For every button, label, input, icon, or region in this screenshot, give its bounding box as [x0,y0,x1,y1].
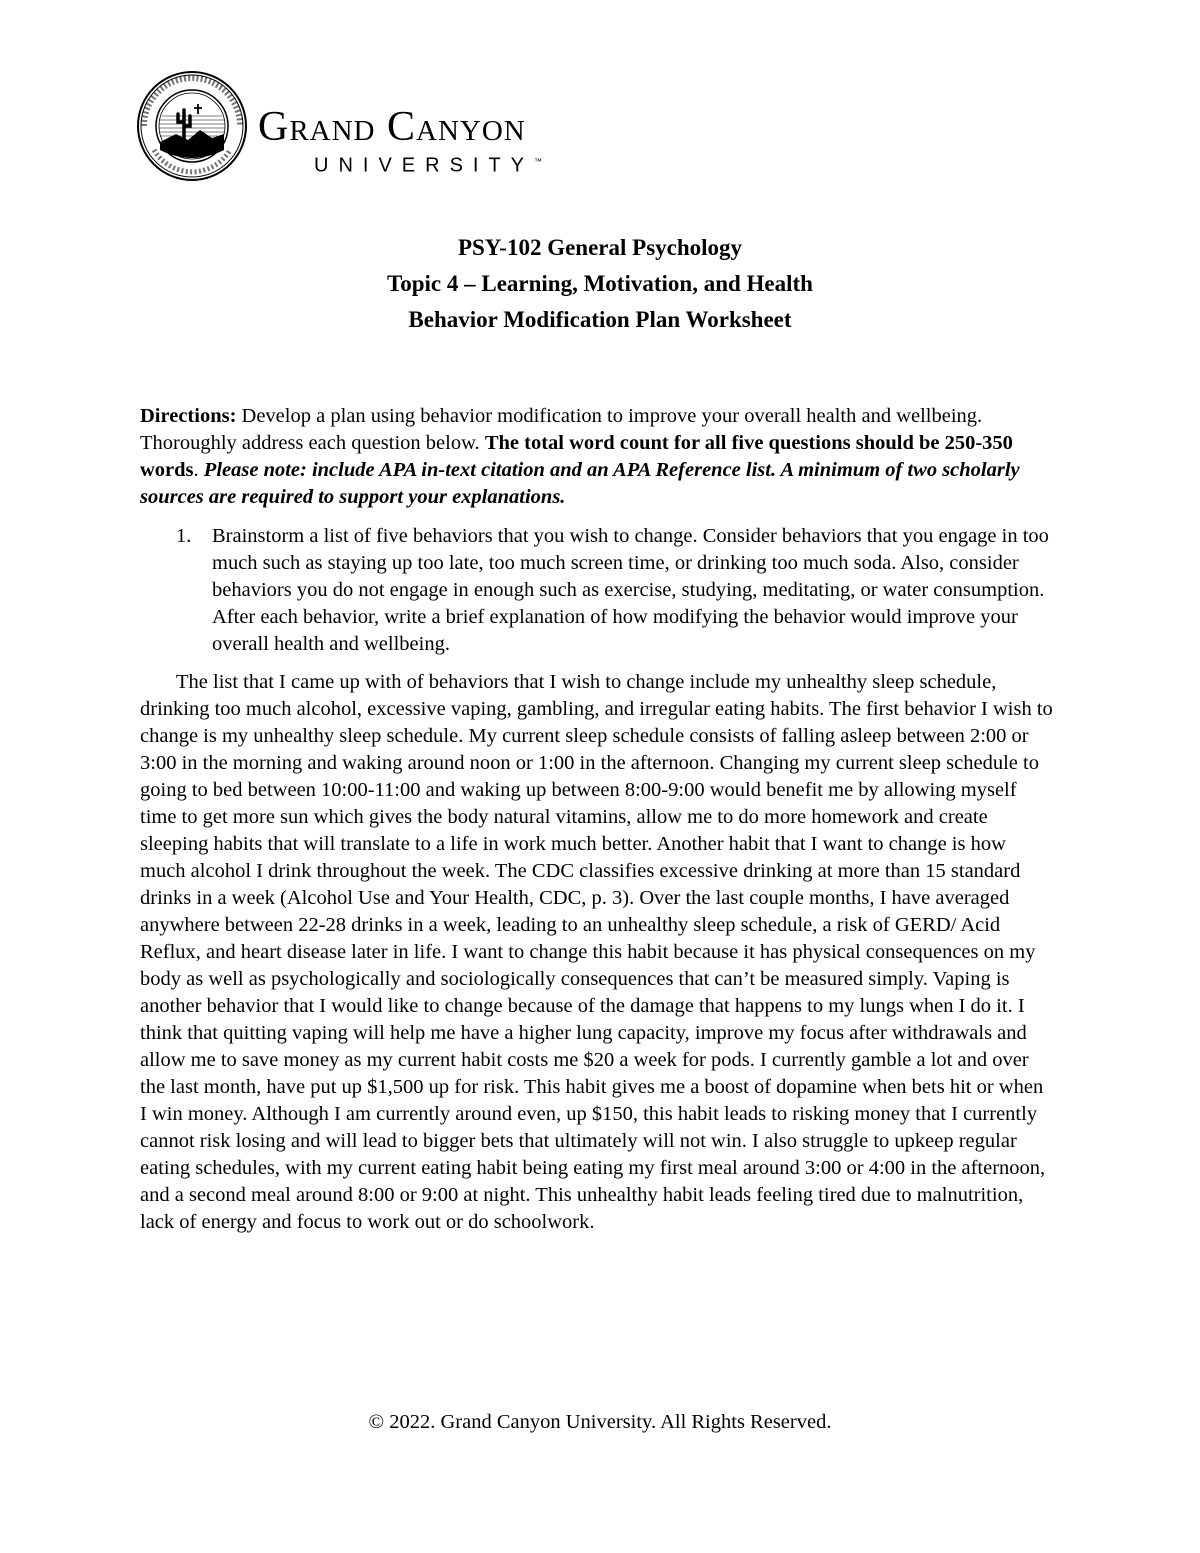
question-text: Brainstorm a list of five behaviors that you wish to change. Consider behaviors that you engage in too much such as staying up too late, too much screen time, or drinking too much soda. Also, consider behaviors you do not engage in enough such as exercise, studying, meditating, or water consumption. After each behavior, write a brief explanation of how modifying the behavior would improve your overall health and wellbeing. [212,525,1049,655]
answer-paragraph: The list that I came up with of behaviors that I wish to change include my unhealthy sleep schedule, drinking too much alcohol, excessive vaping, gambling, and irregular eating habits. The first behavior I wish to change is my unhealthy sleep schedule. My current sleep schedule consists of falling asleep between 2:00 or 3:00 in the morning and waking around noon or 1:00 in the afternoon. Changing my current sleep schedule to going to bed between 10:00-11:00 and waking up between 8:00-9:00 would benefit me by allowing myself time to get more sun which gives the body natural vitamins, allow me to do more homework and create sleeping habits that will translate to a life in work much better. Another habit that I want to change is how much alcohol I drink throughout the week. The CDC classifies excessive drinking at more than 15 standard drinks in a week (Alcohol Use and Your Health, CDC, p. 3). Over the last couple months, I have averaged anywhere between 22-28 drinks in a week, leading to an unhealthy sleep schedule, a risk of GERD/ Acid Reflux, and heart disease later in life. I want to change this habit because it has physical consequences on my body as well as psychologically and sociologically consequences that can’t be measured simply. Vaping is another behavior that I would like to change because of the damage that happens to my lungs when I do it. I think that quitting vaping will help me have a higher lung capacity, improve my focus after withdrawals and allow me to save money as my current habit costs me $20 a week for pods. I currently gamble a lot and over the last month, have put up $1,500 up for risk. This habit gives me a boost of dopamine when bets hit or when I win money. Although I am currently around even, up $150, this habit leads to risking money that I currently cannot risk losing and will lead to bigger bets that ultimately will not win. I also struggle to upkeep regular eating schedules, with my current eating habit being eating my first meal around 3:00 or 4:00 in the afternoon, and a second meal around 8:00 or 9:00 at night. This unhealthy habit leads feeling tired due to malnutrition, lack of energy and focus to work out or do schoolwork. [140,671,1053,1233]
apa-note: Please note: include APA in-text citation and an APA Reference list. A minimum of two scholarly sources are required to support your explanations. [140,459,1020,508]
trademark: ™ [534,157,543,166]
question-list [140,523,1055,658]
logo-wordmark [258,106,542,178]
word-count-requirement: The total word count for all five questions should be 250-350 words [140,432,1013,481]
logo-name: Grand Canyon [258,104,526,150]
directions-label: Directions: [140,405,237,427]
question-item [140,523,1055,658]
course-title: PSY-102 General Psychology [457,235,743,260]
university-logo [136,70,626,180]
topic-title: Topic 4 – Learning, Motivation, and Health [387,271,813,296]
title-block [0,230,1200,338]
logo-subtitle: UNIVERSITY™ [314,154,543,177]
worksheet-title: Behavior Modification Plan Worksheet [408,307,792,332]
directions-text: Develop a plan using behavior modification to improve your overall health and wellbeing. Thoroughly address each question below. [140,405,983,454]
worksheet-body [140,403,1055,1236]
directions-paragraph: Directions: Develop a plan using behavior modification to improve your overall health and wellbeing. Thoroughly address each question below. The total word count for all five questions should be 250-350 words. Please note: include APA in-text citation and an APA Reference list. A minimum of two scholarly sources are required to support your explanations. [140,405,1020,508]
copyright-footer: © 2022. Grand Canyon University. All Rights Reserved. [368,1411,832,1433]
university-seal-icon [136,70,248,182]
question-number: 1. [176,525,192,547]
